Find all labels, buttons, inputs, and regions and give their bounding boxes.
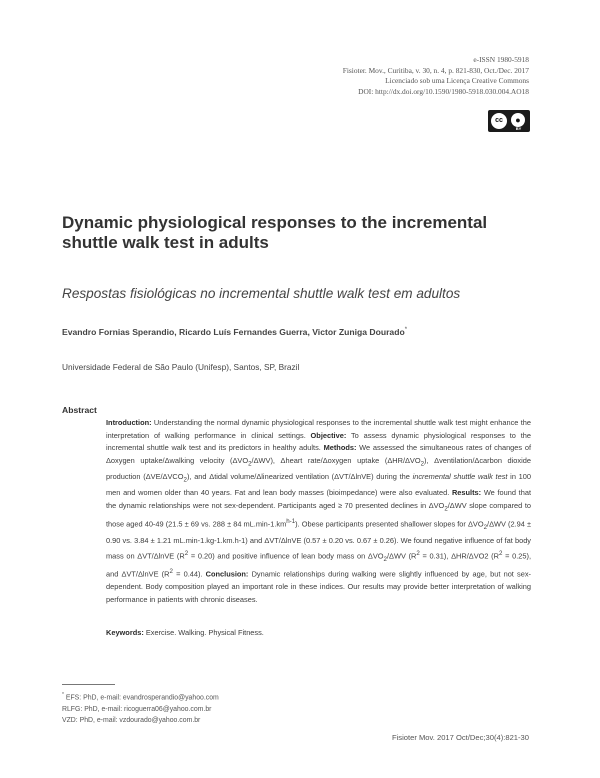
- cc-by-license-icon[interactable]: cc ● BY: [488, 110, 530, 132]
- person-icon: ●: [515, 115, 521, 125]
- journal-metadata: [343, 55, 529, 97]
- footnotes: [62, 690, 219, 727]
- doi-link[interactable]: DOI: http://dx.doi.org/10.1590/1980-5918.030.004.AO18: [358, 86, 529, 96]
- footnote-item: * EFS: PhD, e-mail: evandrosperandio@yahoo.com: [62, 692, 219, 702]
- footnote-item: RLFG: PhD, e-mail: ricoguerra06@yahoo.com.br: [62, 705, 212, 713]
- issn: e-ISSN 1980-5918: [473, 55, 529, 64]
- abstract-body: Introduction: Understanding the normal dynamic physiological responses to the incremental shuttle walk test might enhance the interpretation of walking performance in clinical settings. Objective: To assess dynamic physiological responses to the incremental shuttle walk test and its predictors in healthy adults. Methods: We assessed the simultaneous rates of changes of Δoxygen uptake/Δwalking velocity $(\Delta VO_2/\Delta WV)$, Δheart rate/Δoxygen uptake $(\Delta HR/\Delta VO_2)$, Δventilation/Δcarbon dioxide production $(\Delta VE/\Delta VCO_2)$, and Δtidal volume/Δlinearized ventilation (ΔVT/ΔlnVE) during the incremental shuttle walk test in 100 men and women older than 40 years. Fat and lean body masses (bioimpedance) were also evaluated. Results: We found that the dynamic relationships were not sex-dependent. Participants aged ≥ 70 presented declines in $\Delta VO_2$/ΔWV slope compared to those aged 40-49 (21.5 ± 69 vs. 288 ± 84 $mL.\min-1.km^{h-1}$). Obese participants presented shallower slopes for $\Delta VO_2$/ΔWV (2.94 ± 0.90 vs. 3.84 ± 1.21 mL.min-1.kg-1.km.h-1) and ΔVT/ΔlnVE (0.57 ± 0.20 vs. 0.67 ± 0.26). We found negative influence of fat body mass on ΔVT/ΔlnVE $(R^2 = 0.20)$ and positive influence of lean body mass on $\Delta VO_2$/ΔWV $(R^2 = 0.31)$, ΔHR/ΔVO2 $(R^2 = 0.25)$, and ΔVT/ΔlnVE $(R^2 = 0.44)$. Conclusion: Dynamic relationships during walking were slightly influenced by age, but not sex-dependent. Body composition played an important role in these indices. Our results may provide better interpretation of walking performance in patients with chronic diseases.: [106, 418, 532, 605]
- citation: Fisioter. Mov., Curitiba, v. 30, n. 4, p. 821-830, Oct./Dec. 2017: [342, 65, 529, 75]
- license-text[interactable]: Licenciado sob uma Licença Creative Commons: [385, 76, 529, 86]
- keywords: Keywords: Exercise. Walking. Physical Fitness.: [106, 628, 264, 637]
- footnote-item: VZD: PhD, e-mail: vzdourado@yahoo.com.br: [62, 717, 201, 725]
- article-title: Dynamic physiological responses to the incremental shuttle walk test in adults: [62, 213, 488, 252]
- article-subtitle: Respostas fisiológicas no incremental shuttle walk test em adultos: [62, 286, 461, 301]
- author-list: Evandro Fornias Sperandio, Ricardo Luís Fernandes Guerra, Victor Zuniga Dourado*: [62, 327, 408, 337]
- abstract-heading: Abstract: [62, 405, 97, 415]
- affiliation: Universidade Federal de São Paulo (Unifesp), Santos, SP, Brazil: [62, 362, 300, 372]
- footnote-divider: [62, 684, 115, 685]
- page-footer: Fisioter Mov. 2017 Oct/Dec;30(4):821-30: [391, 733, 529, 742]
